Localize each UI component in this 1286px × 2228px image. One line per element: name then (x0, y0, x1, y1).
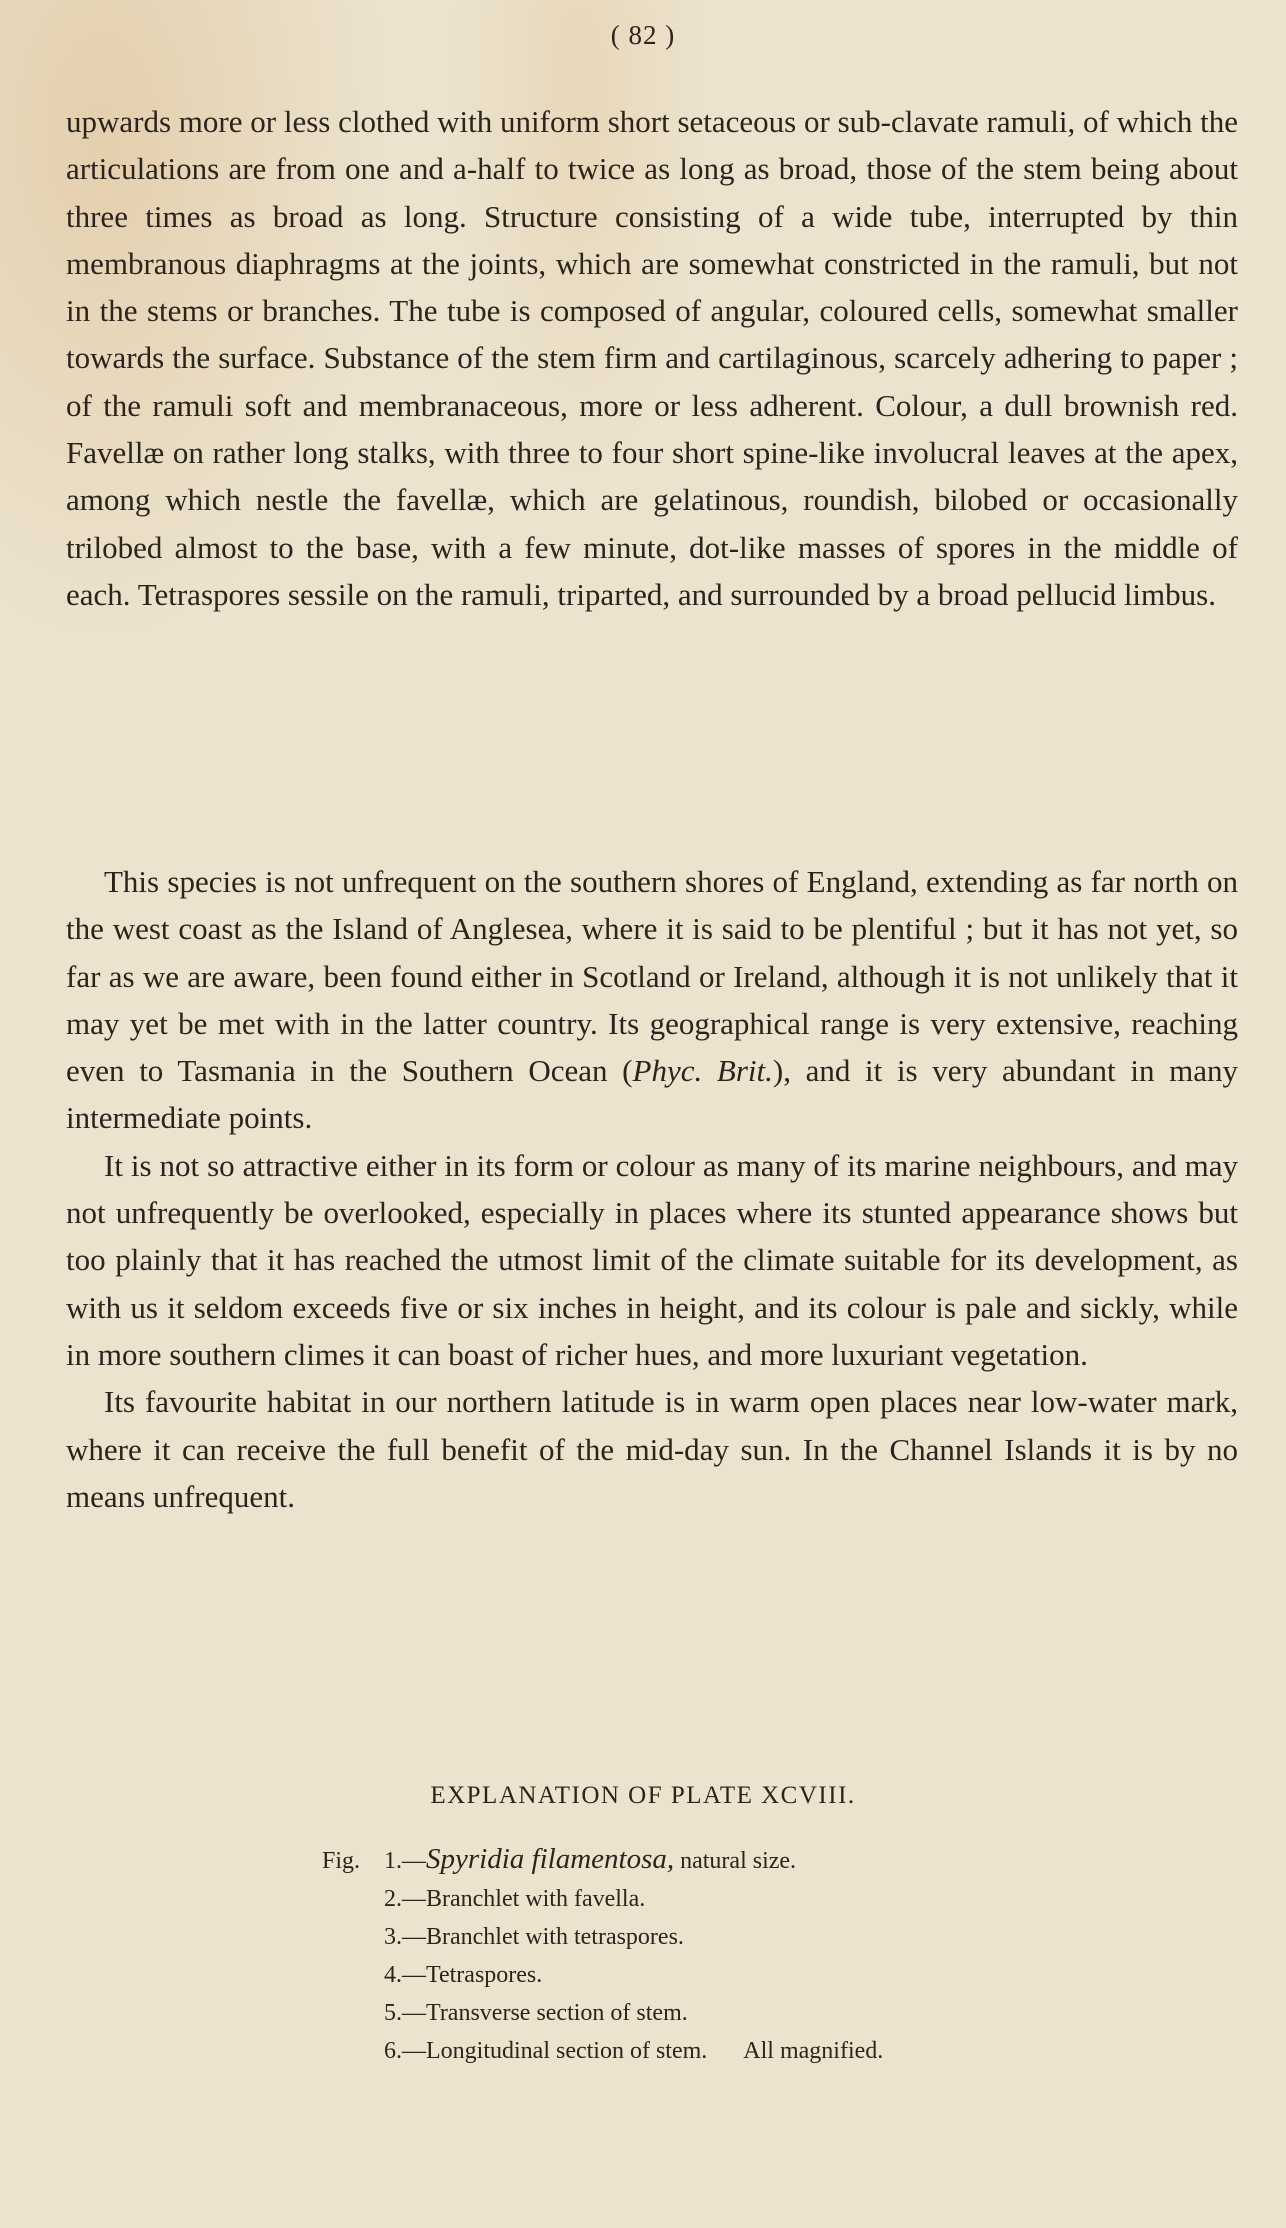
figure-caption: Tetraspores. (426, 1962, 543, 1988)
figure-caption: Branchlet with favella. (426, 1886, 646, 1912)
distribution-paragraph (66, 858, 1238, 1142)
page-number: ( 82 ) (610, 20, 676, 50)
magnification-note: All magnified. (743, 2038, 884, 2064)
figure-number: 1.— (384, 1848, 426, 1874)
fig-label: Fig. (322, 1848, 361, 1874)
figure-item (322, 1840, 1222, 1880)
habitat-paragraph: Its favourite habitat in our northern latitude is in warm open places near low-water mark, where it can receive the full benefit of the mid-day sun. In the Channel Islands it is by no means unfrequent. (66, 1384, 1238, 1514)
figure-item (322, 2032, 1222, 2070)
figure-caption: Branchlet with tetraspores. (426, 1924, 684, 1950)
figure-number: 6.— (384, 2038, 426, 2064)
figure-caption: natural size. (674, 1848, 797, 1874)
distribution-text-end: ), and it is very abundant in many intermediate points. (66, 1053, 1238, 1136)
attractiveness-paragraph: It is not so attractive either in its form or colour as many of its marine neighbours, and may not unfrequently be overlooked, especially in places where its stunted appearance shows but too plainly that it has reached the utmost limit of the climate suitable for its development, as with us it seldom exceeds five or six inches in height, and its colour is pale and sickly, while in more southern climes it can boast of richer hues, and more luxuriant vegetation. (66, 1147, 1238, 1372)
figure-item (322, 1880, 1222, 1918)
figure-number: 4.— (384, 1962, 426, 1988)
figure-item (322, 1918, 1222, 1956)
reference-citation: Phyc. Brit. (632, 1053, 773, 1089)
figure-list (322, 1840, 1222, 2070)
figure-item (322, 1956, 1222, 1994)
figure-number: 3.— (384, 1924, 426, 1950)
species-name: Spyridia filamentosa, (426, 1843, 675, 1875)
figure-caption: Transverse section of stem. (426, 2000, 688, 2026)
description-block (66, 98, 1238, 618)
figure-number: 5.— (384, 2000, 426, 2026)
description-paragraph: upwards more or less clothed with uniform short setaceous or sub-clavate ramuli, of which the articulations are from one and a-half to twice as long as broad, those of the stem being about three times as broad as long. Structure consisting of a wide tube, interrupted by thin membranous diaphragms at the joints, which are somewhat constricted in the ramuli, but not in the stems or branches. The tube is composed of angular, coloured cells, somewhat smaller towards the surface. Substance of the stem firm and cartilaginous, scarcely adhering to paper ; of the ramuli soft and membranaceous, more or less adherent. Colour, a dull brownish red. Favellæ on rather long stalks, with three to four short spine-like involucral leaves at the apex, among which nestle the favellæ, which are gelatinous, roundish, bilobed or occasionally trilobed almost to the base, with a few minute, dot-like masses of spores in the middle of each. Tetraspores sessile on the ramuli, triparted, and surrounded by a broad pellucid limbus. (66, 104, 1238, 612)
discussion-block (66, 858, 1238, 1520)
figure-number: 2.— (384, 1886, 426, 1912)
distribution-text: This species is not unfrequent on the southern shores of England, extending as far north on the west coast as the Island of Anglesea, where it is said to be plentiful ; but it has not yet, so far as we are aware, been found either in Scotland or Ireland, although it is not unlikely that it may yet be met with in the latter country. Its geographical range is very extensive, reaching even to Tasmania in the Southern Ocean ( (66, 864, 1238, 1089)
figure-caption: Longitudinal section of stem. (426, 2038, 708, 2064)
figure-item (322, 1994, 1222, 2032)
plate-explanation-title: EXPLANATION OF PLATE XCVIII. (430, 1782, 856, 1809)
